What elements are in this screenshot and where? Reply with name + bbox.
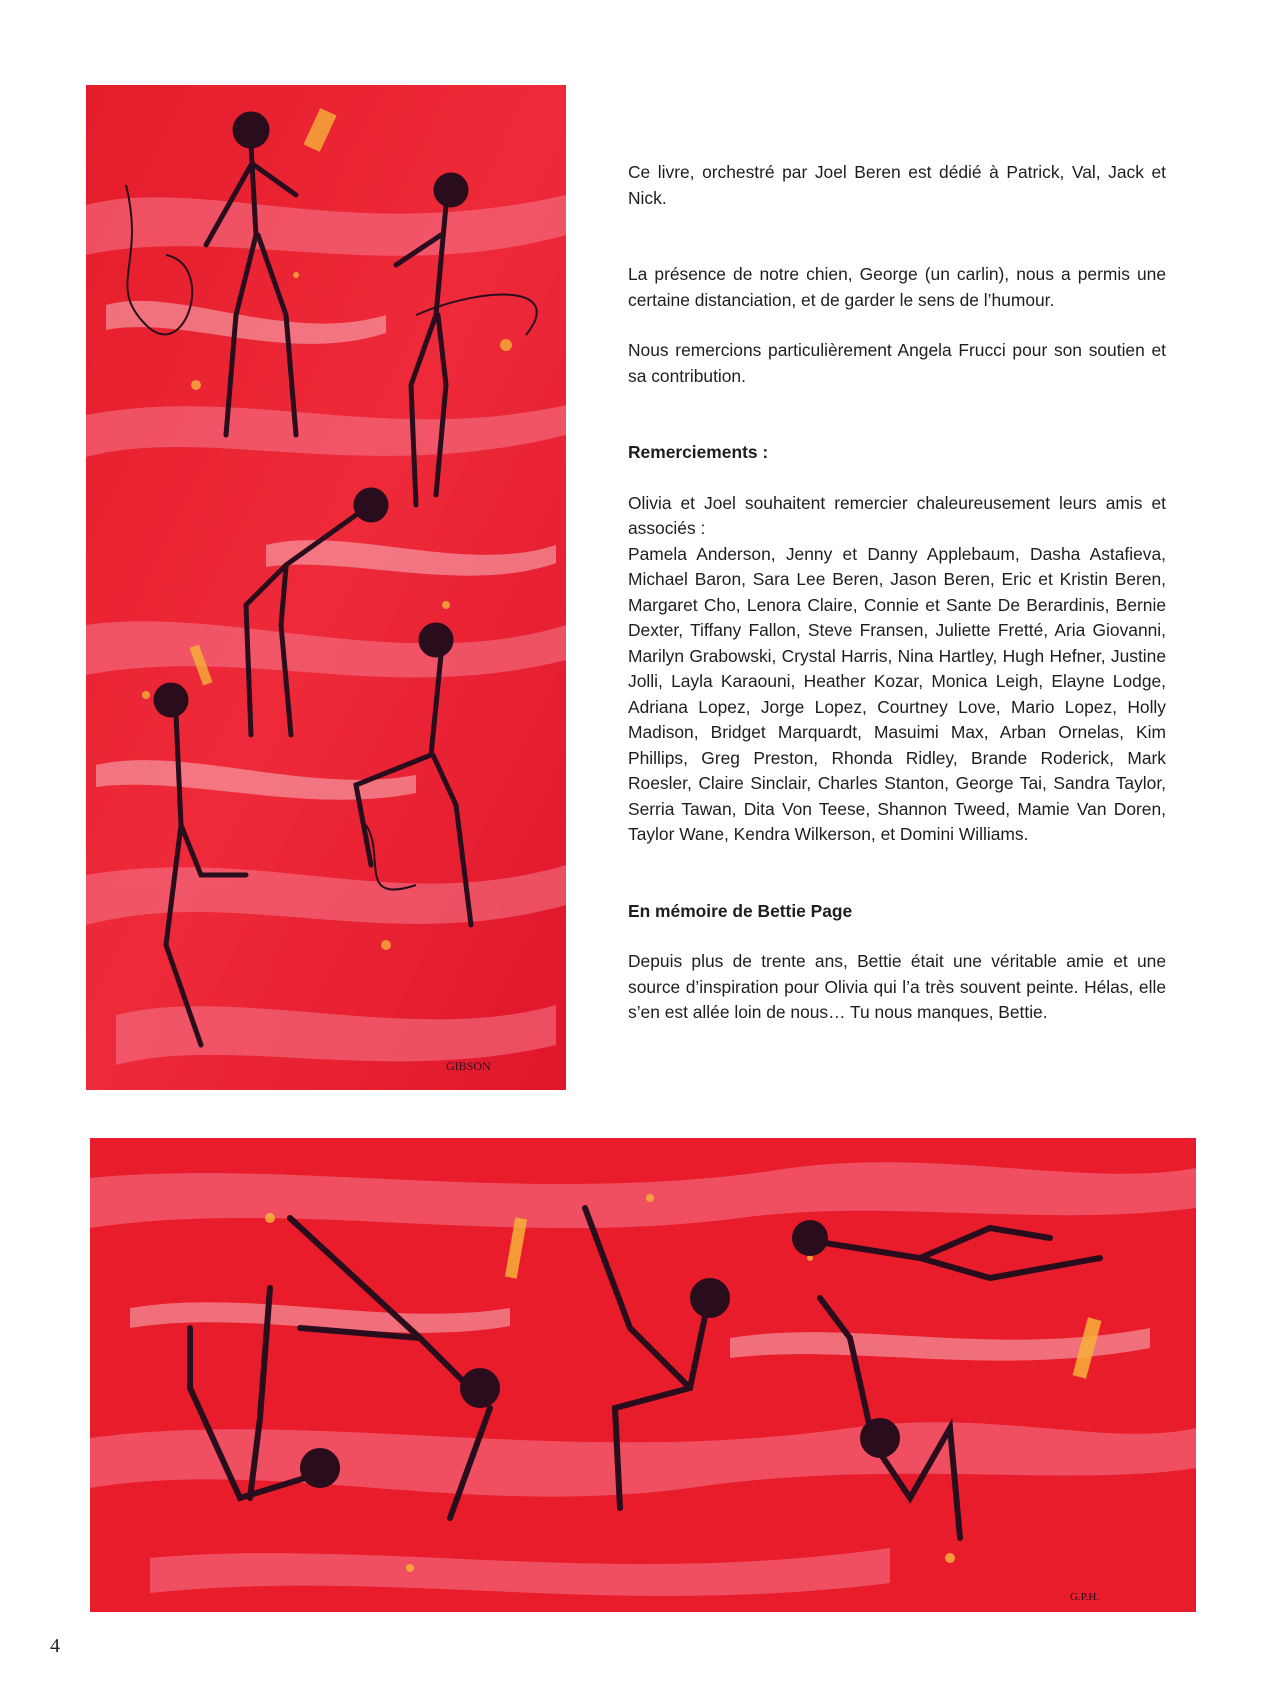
dedication-text: Ce livre, orchestré par Joel Beren est dédié à Patrick, Val, Jack et Nick. [628, 162, 1166, 208]
painting-top [86, 85, 566, 1090]
thanks-angela-paragraph: Nous remercions particulièrement Angela Frucci pour son soutien et sa contribution. [628, 340, 1166, 386]
remerciements-intro: Olivia et Joel souhaitent remercier chaleureusement leurs amis et associés : [628, 492, 1166, 538]
memoire-heading: En mémoire de Bettie Page [628, 900, 853, 921]
dog-paragraph: La présence de notre chien, George (un carlin), nous a permis une certaine distanciation, et de garder le sens de l’humour. [628, 264, 1166, 310]
remerciements-heading: Remerciements : [628, 442, 769, 462]
page-number: 4 [50, 1635, 60, 1657]
signature-top: GIBSON [446, 1059, 491, 1073]
signature-bottom: G.P.H. [1070, 1591, 1100, 1603]
names-list: Pamela Anderson, Jenny et Danny Applebaum, Dasha Astafieva, Michael Baron, Sara Lee Beren, Jason Beren, Eric et Kristin Beren, Margaret Cho, Lenora Claire, Connie et Sante De Berardinis, Bernie Dexter, Tiffany Fallon, Steve Fransen, Juliette Fretté, Aria Giovanni, Marilyn Grabowski, Crystal Harris, Nina Hartley, Hugh Hefner, Justine Jolli, Layla Karaouni, Heather Kozar, Monica Leigh, Elayne Lodge, Adriana Lopez, Jorge Lopez, Courtney Love, Mario Lopez, Holly Madison, Bridget Marquardt, Masuimi Max, Arban Ornelas, Kim Phillips, Greg Preston, Rhonda Ridley, Brande Roderick, Mark Roesler, Claire Sinclair, Charles Stanton, George Tai, Sandra Taylor, Serria Tawan, Dita Von Teese, Shannon Tweed, Mamie Van Doren, Taylor Wane, Kendra Wilkerson, et Domini Williams. [628, 543, 1166, 844]
text-column [628, 160, 1166, 1026]
painting-icon [86, 85, 566, 1090]
painting-icon [90, 1138, 1196, 1612]
painting-bottom [90, 1138, 1196, 1612]
memoire-paragraph: Depuis plus de trente ans, Bettie était une véritable amie et une source d’inspiration pour Olivia qui l’a très souvent peinte. Hélas, elle s’en est allée loin de nous… Tu nous manques, Bettie. [628, 951, 1166, 1022]
